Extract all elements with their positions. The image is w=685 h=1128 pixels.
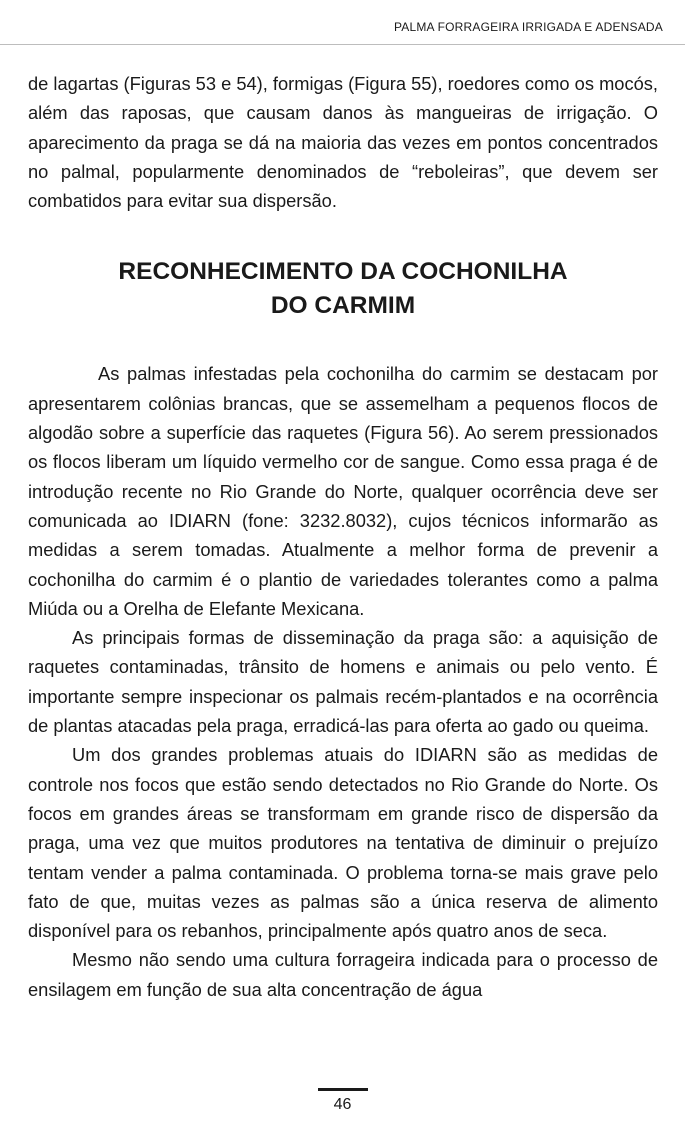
section-heading-line-1: RECONHECIMENTO DA COCHONILHA	[118, 258, 568, 286]
section-heading	[28, 255, 658, 323]
page-body	[28, 69, 658, 1004]
body-paragraph: As principais formas de disseminação da praga são: a aquisição de raquetes contaminadas, trânsito de homens e animais ou pelo vento. É importante sempre inspecionar os palmais recém-plantados e na ocorrência de plantas atacadas pela praga, erradicá-las para oferta ao gado ou queima.	[28, 627, 658, 737]
intro-paragraph: de lagartas (Figuras 53 e 54), formigas (Figura 55), roedores como os mocós, além das raposas, que causam danos às mangueiras de irrigação. O aparecimento da praga se dá na maioria das vezes em pontos concentrados no palmal, popularmente denominados de “reboleiras”, que devem ser combatidos para evitar sua dispersão.	[28, 73, 658, 212]
body-paragraph: As palmas infestadas pela cochonilha do carmim se destacam por apresentarem colônias brancas, que se assemelham a pequenos flocos de algodão sobre a superfície das raquetes (Figura 56). Ao serem pressionados os flocos liberam um líquido vermelho cor de sangue. Como essa praga é de introdução recente no Rio Grande do Norte, qualquer ocorrência deve ser comunicada ao IDIARN (fone: 3232.8032), cujos técnicos informarão as medidas a serem tomadas. Atualmente a melhor forma de prevenir a cochonilha do carmim é o plantio de variedades tolerantes como a palma Miúda ou a Orelha de Elefante Mexicana.	[28, 363, 658, 619]
running-header: PALMA FORRAGEIRA IRRIGADA E ADENSADA	[393, 20, 663, 34]
header-divider	[0, 44, 685, 45]
body-paragraph: Mesmo não sendo uma cultura forrageira indicada para o processo de ensilagem em função de sua alta concentração de água	[28, 949, 658, 1000]
body-paragraph: Um dos grandes problemas atuais do IDIARN são as medidas de controle nos focos que estão sendo detectados no Rio Grande do Norte. Os focos em grandes áreas se transformam em grande risco de dispersão da praga, uma vez que muitos produtores na tentativa de diminuir o prejuízo tentam vender a palma contaminada. O problema torna-se mais grave pelo fato de que, muitas vezes as palmas são a única reserva de alimento disponível para os rebanhos, principalmente após quatro anos de seca.	[28, 744, 658, 942]
footer-divider	[318, 1088, 368, 1091]
page-number: 46	[333, 1096, 352, 1113]
section-heading-line-2: DO CARMIM	[270, 292, 416, 320]
